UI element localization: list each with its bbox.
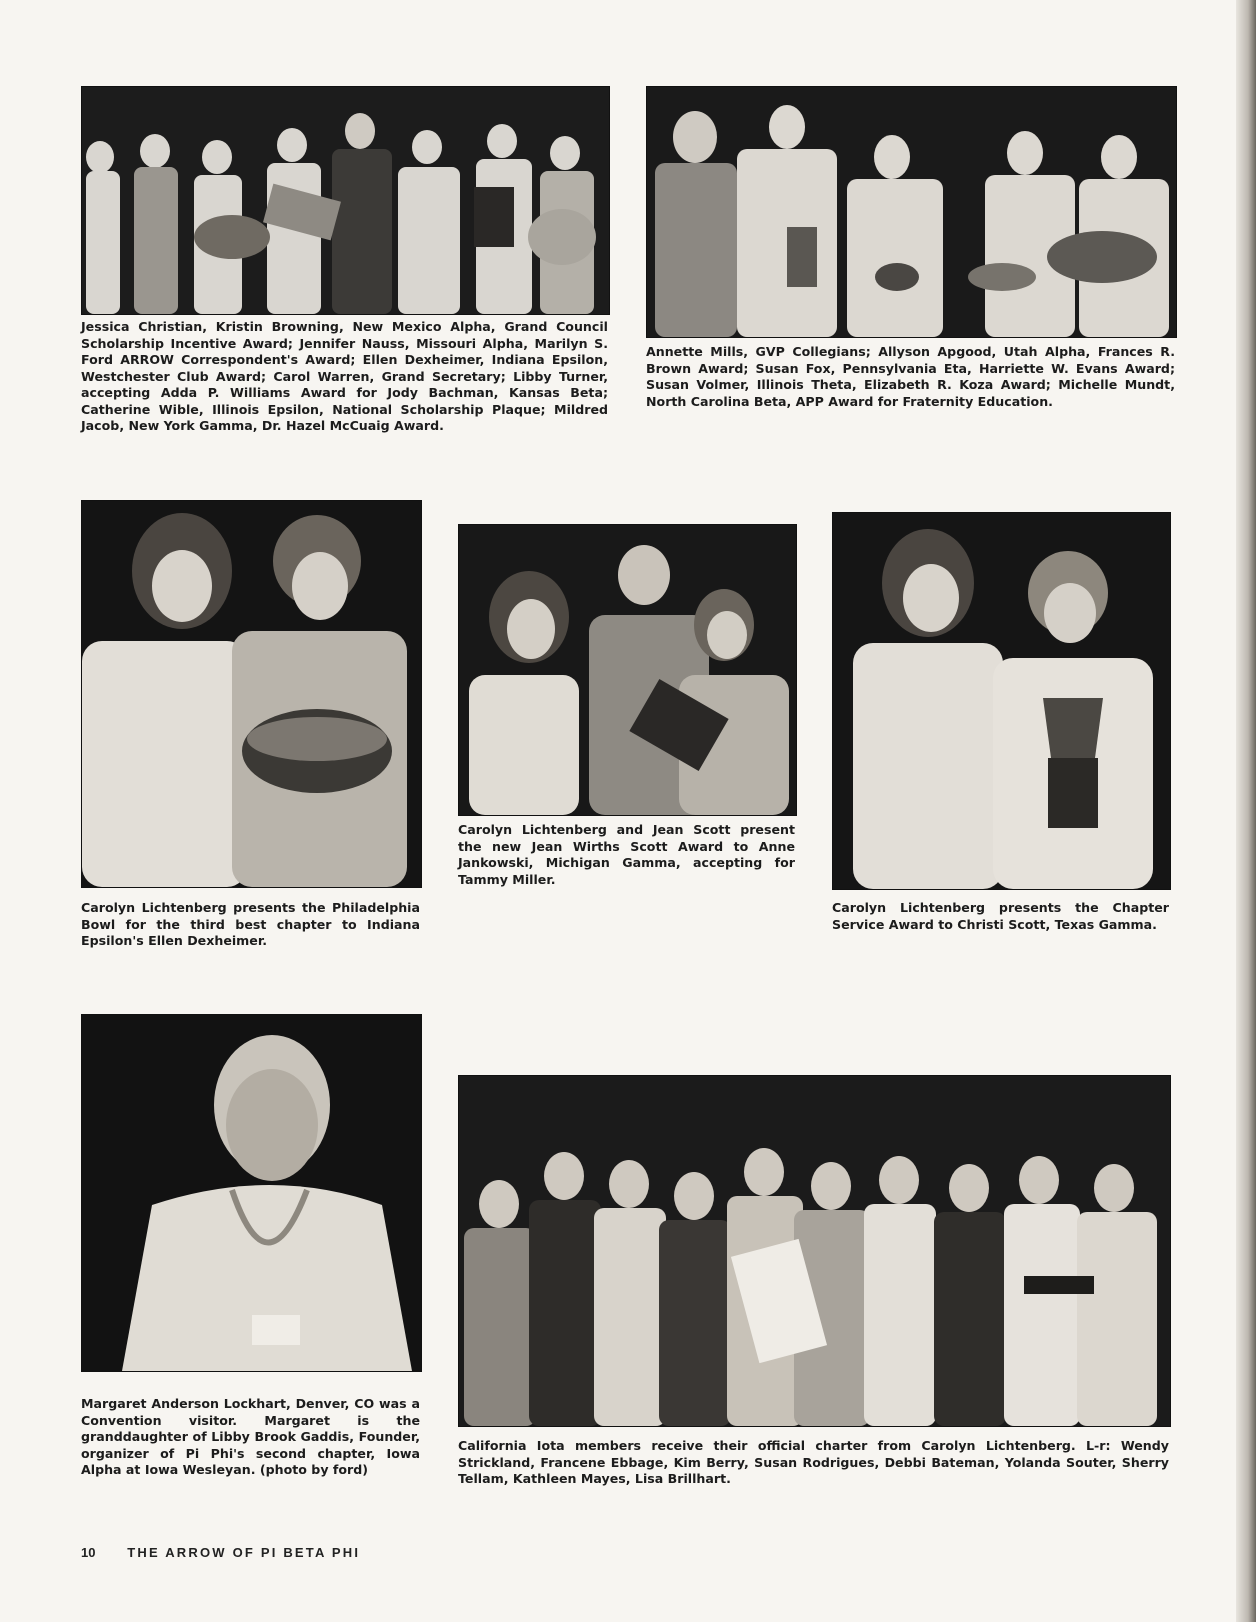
caption-philadelphia-bowl: Carolyn Lichtenberg presents the Philadelphia Bowl for the third best chapter to Indiana Epsilon's Ellen Dexheimer. — [81, 900, 420, 948]
caption-margaret-lockhart: Margaret Anderson Lockhart, Denver, CO was a Convention visitor. Margaret is the granddaughter of Libby Brook Gaddis, Founder, organizer of Pi Phi's second chapter, Iowa Alpha at Iowa Wesleyan. (photo by ford) — [81, 1396, 420, 1477]
photo-margaret-lockhart — [81, 1014, 422, 1372]
caption-gvp-collegians: Annette Mills, GVP Collegians; Allyson Apgood, Utah Alpha, Frances R. Brown Award; Susan Fox, Pennsylvania Eta, Harriette W. Evans Award; Susan Volmer, Illinois Theta, Elizabeth R. Koza Award; Michelle Mundt, North Carolina Beta, APP Award for Fraternity Education. — [646, 344, 1175, 409]
page-footer — [81, 1545, 360, 1560]
caption-group-award-winners: Jessica Christian, Kristin Browning, New Mexico Alpha, Grand Council Scholarship Incentive Award; Jennifer Nauss, Missouri Alpha, Marilyn S. Ford ARROW Correspondent's Award; Ellen Dexheimer, Indiana Epsilon, Westchester Club Award; Carol Warren, Grand Secretary; Libby Turner, accepting Adda P. Williams Award for Jody Bachman, Kansas Beta; Catherine Wible, Illinois Epsilon, National Scholarship Plaque; Mildred Jacob, New York Gamma, Dr. Hazel McCuaig Award. — [81, 319, 608, 433]
photo-philadelphia-bowl — [81, 500, 422, 888]
publication-title: THE ARROW OF PI BETA PHI — [127, 1545, 361, 1560]
photo-jean-wirths-scott-award — [458, 524, 797, 816]
photo-group-award-winners — [81, 86, 610, 315]
photo-gvp-collegians — [646, 86, 1177, 338]
caption-jean-wirths-scott-award: Carolyn Lichtenberg and Jean Scott present the new Jean Wirths Scott Award to Anne Jankowski, Michigan Gamma, accepting for Tammy Miller. — [458, 822, 795, 887]
photo-california-iota-charter — [458, 1075, 1171, 1427]
caption-california-iota-charter: California Iota members receive their official charter from Carolyn Lichtenberg. L-r: Wendy Strickland, Francene Ebbage, Kim Berry, Susan Rodrigues, Debbi Bateman, Yolanda Souter, Sherry Tellam, Kathleen Mayes, Lisa Brillhart. — [458, 1438, 1169, 1486]
photo-chapter-service-award — [832, 512, 1171, 890]
page-number: 10 — [81, 1545, 96, 1560]
caption-chapter-service-award: Carolyn Lichtenberg presents the Chapter Service Award to Christi Scott, Texas Gamma. — [832, 900, 1169, 932]
page-edge-shadow — [1236, 0, 1256, 1622]
